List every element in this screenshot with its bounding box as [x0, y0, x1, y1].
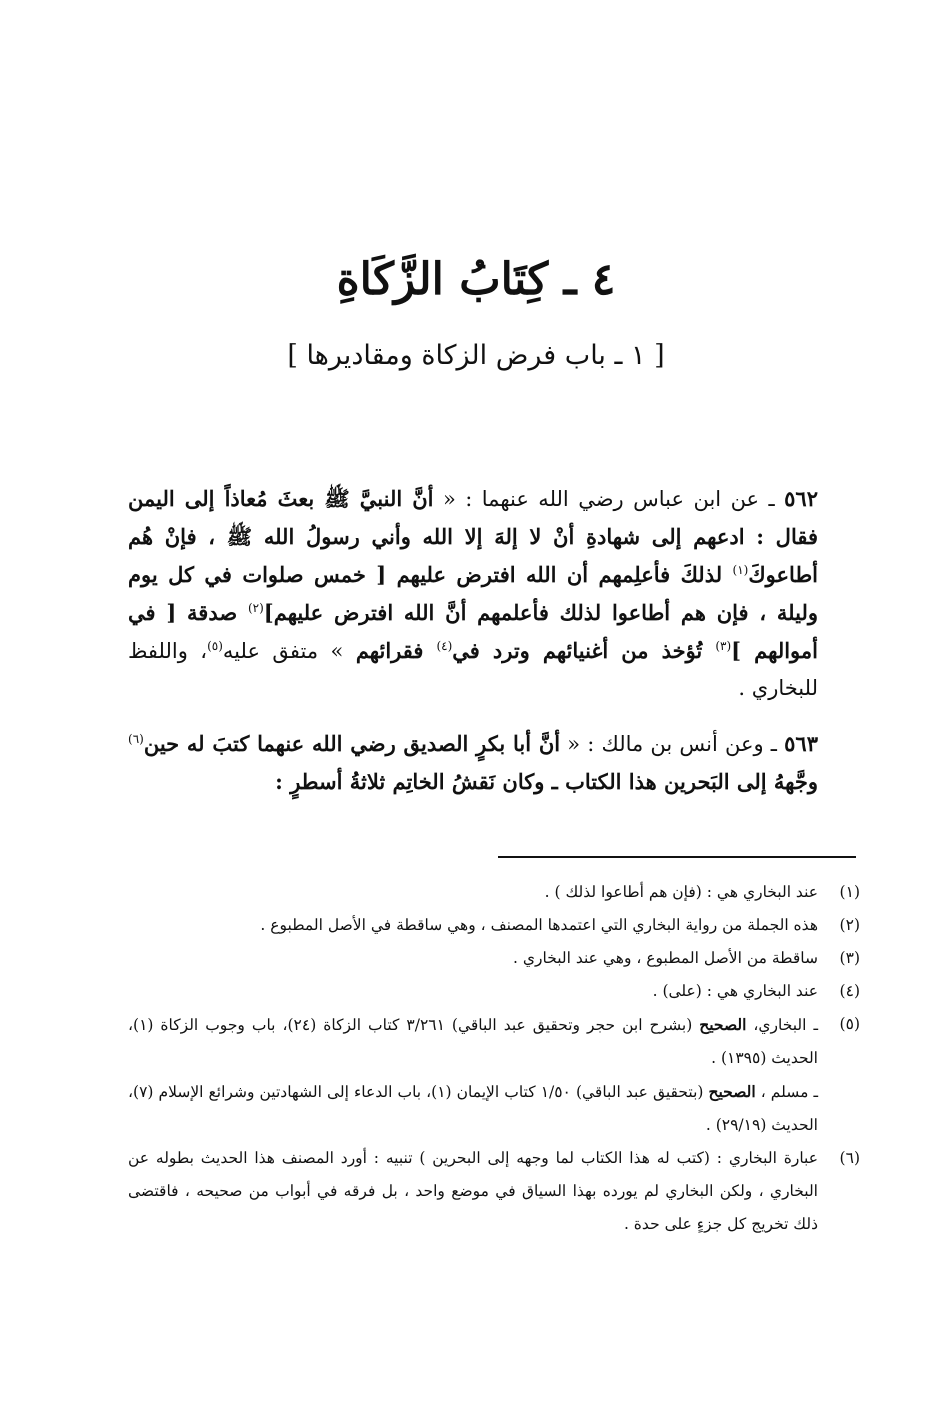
footnote-ref: (٤): [436, 639, 453, 653]
hadith-text: تُؤخذ من أغنيائهم وترد في: [452, 638, 716, 663]
footnote-number: (٥): [839, 1015, 860, 1033]
chapter-title: ٤ ـ كِتَابُ الزَّكَاةِ: [336, 254, 616, 305]
footnote-number: (٤): [839, 982, 860, 1000]
footnote-number: (١): [839, 883, 860, 901]
book-title: الصحيح: [699, 1015, 747, 1034]
footnote-text: هذه الجملة من رواية البخاري التي اعتمدها المصنف ، وهي ساقطة في الأصل المطبوع .: [260, 916, 818, 934]
hadith-563: [128, 725, 818, 801]
section-heading: [ ١ ـ باب فرض الزكاة ومقاديرها ]: [287, 340, 665, 371]
hadith-text: صدقة [ في أموالهم ]: [128, 600, 818, 663]
footnote-item: [128, 909, 860, 942]
hadith-source: ، واللفظ للبخاري .: [128, 639, 818, 700]
footnote-text: عبارة البخاري : (كتب له هذا الكتاب لما وجهه إلى البحرين ) تنبيه : أورد المصنف هذا الحديث بطوله عن البخاري ، ولكن البخاري لم يورده بهذا السياق في موضع واحد ، بل فرقه في أبواب من صحيحه ، فاقتضى ذلك تخريج كل جزءٍ على حدة .: [128, 1149, 818, 1233]
hadith-562: [128, 480, 818, 707]
footnote-source-bukhari: [128, 1008, 818, 1075]
footnote-item: [128, 1008, 860, 1142]
footnote-text: [128, 1008, 818, 1142]
footnote-source-muslim: [128, 1075, 818, 1142]
book-title: الصحيح: [708, 1082, 756, 1101]
footnote-text: ساقطة من الأصل المطبوع ، وهي عند البخاري .: [513, 949, 818, 967]
footnote-ref: (٣): [715, 639, 732, 653]
hadith-text: أنَّ أبا بكرٍ الصديق رضي الله عنهما كتبَ له حين: [143, 731, 561, 756]
hadith-text: وجَّههُ إلى البَحرين هذا الكتاب ـ وكان نَقشُ الخاتِم ثلاثةُ أسطرٍ :: [275, 769, 818, 794]
hadith-text: أنَّ النبيَّ ﷺ بعثَ مُعاذاً إلى اليمن فقال : ادعهم إلى شهادةِ أنْ لا إلهَ إلا الله وأني رسولُ الله ﷺ ، فإنْ هُم أطاعوكَ: [128, 486, 818, 587]
footnote-item: [128, 975, 860, 1008]
footnote-text: عند البخاري هي : (فإن هم أطاعوا لذلك ) .: [544, 883, 818, 901]
hadith-intro: ـ عن ابن عباس رضي الله عنهما : «: [433, 487, 775, 511]
footnote-number: (٢): [839, 916, 860, 934]
footnote-fragment: ـ مسلم ،: [755, 1083, 818, 1101]
footnote-item: [128, 876, 860, 909]
footnote-fragment: (بتحقيق عبد الباقي) ١/٥٠ كتاب الإيمان (١)، باب الدعاء إلى الشهادتين وشرائع الإسلام (٧)، الحديث (٢٩/١٩) .: [128, 1083, 818, 1134]
hadith-body: [128, 480, 818, 819]
footnote-fragment: ـ البخاري،: [746, 1016, 818, 1034]
hadith-intro: ـ وعن أنس بن مالك : «: [560, 732, 777, 756]
footnote-ref: (١): [732, 563, 749, 577]
footnote-separator: [498, 856, 856, 858]
footnote-item: [128, 942, 860, 975]
footnote-ref: (٥): [207, 639, 223, 653]
footnote-fragment: (بشرح ابن حجر وتحقيق عبد الباقي) ٣/٢٦١ كتاب الزكاة (٢٤)، باب وجوب الزكاة (١)، الحديث (١٣٩٥) .: [128, 1016, 818, 1067]
hadith-text: لذلكَ فأعلِمهم أن الله افترض عليهم [ خمس صلوات في كل يوم وليلة ، فإن هم أطاعوا لذلك فأعلمهم أنَّ الله افترض عليهم]: [128, 562, 818, 625]
footnote-ref: (٦): [128, 732, 144, 746]
footnote-text: عند البخاري هي : (على) .: [652, 982, 818, 1000]
footnote-number: (٣): [839, 949, 860, 967]
hadith-source: » متفق عليه: [222, 639, 356, 663]
hadith-number: ٥٦٣: [784, 731, 818, 756]
footnote-item: [128, 1142, 860, 1241]
footnote-ref: (٢): [247, 601, 264, 615]
footnotes: [128, 876, 860, 1241]
footnote-number: (٦): [839, 1149, 860, 1167]
hadith-text: فقرائهم: [355, 638, 437, 663]
hadith-number: ٥٦٢: [784, 486, 818, 511]
